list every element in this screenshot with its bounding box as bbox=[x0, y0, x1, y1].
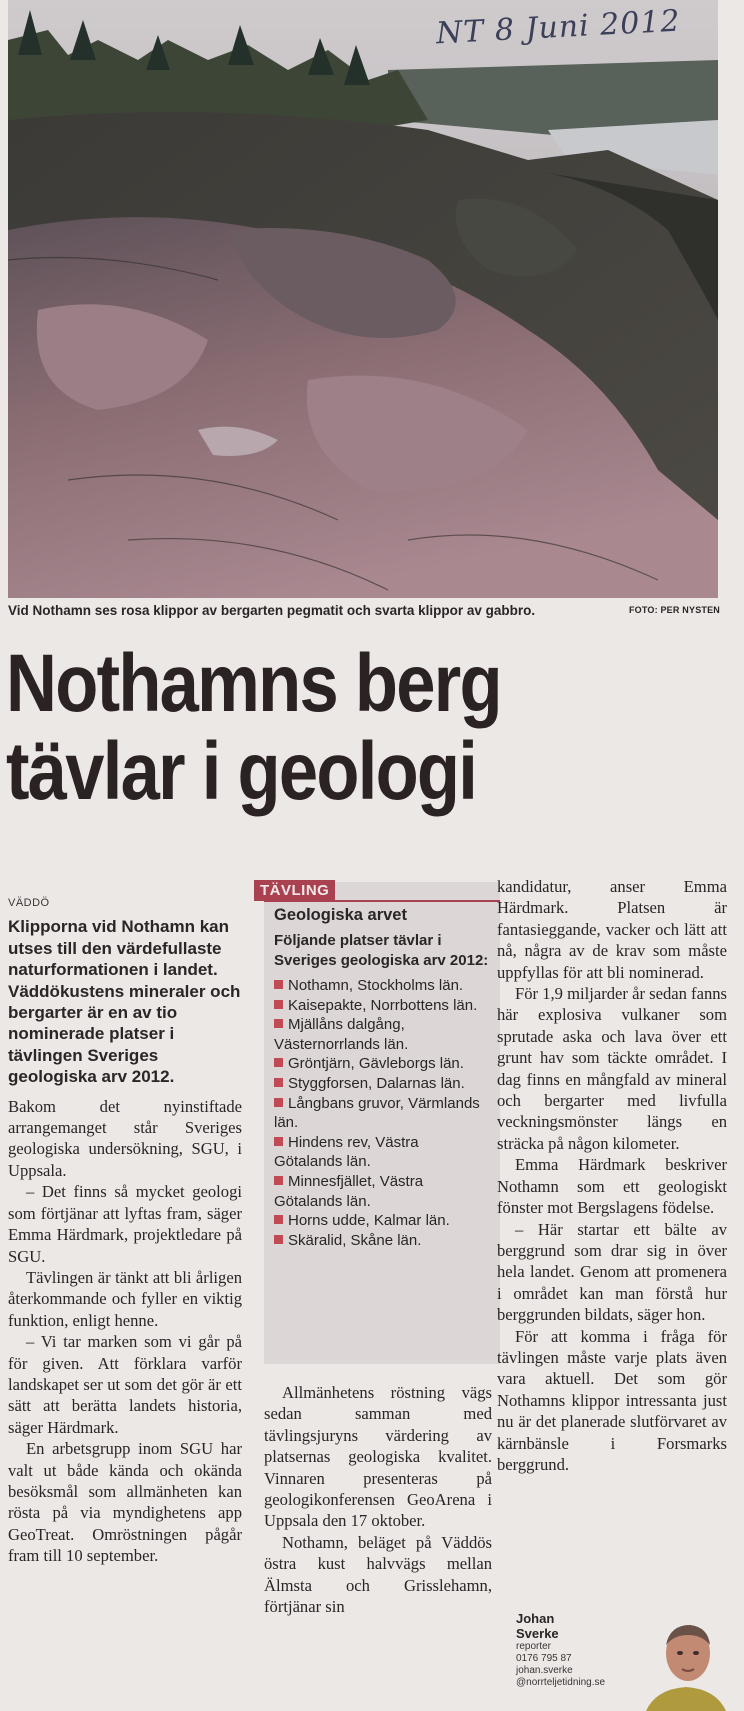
list-item: Minnesfjället, Västra Götalands län. bbox=[274, 1172, 424, 1210]
byline-first-name: Johan bbox=[516, 1611, 555, 1626]
bullet-square-icon bbox=[274, 1000, 283, 1009]
article-column-2 bbox=[264, 1382, 492, 1617]
headline bbox=[6, 640, 625, 816]
list-item: Nothamn, Stockholms län. bbox=[274, 976, 490, 996]
body-paragraph: – Det finns så mycket geologi som förtjänar att lyftas fram, säger Emma Härdmark, projektledare på SGU. bbox=[8, 1182, 242, 1266]
photo-caption bbox=[8, 603, 720, 618]
headline-line-2: tävlar i geologi bbox=[6, 726, 477, 817]
article-column-1 bbox=[8, 893, 242, 1567]
handwritten-date-note: NT 8 Juni 2012 bbox=[435, 3, 682, 52]
body-paragraph: Nothamn, beläget på Väddös östra kust halvvägs mellan Älmsta och Grisslehamn, förtjänar sin bbox=[264, 1532, 492, 1617]
body-paragraph: Emma Härdmark beskriver Nothamn som ett geologiskt fönster mot Bergslagens födelse. bbox=[497, 1155, 727, 1218]
bullet-square-icon bbox=[274, 980, 283, 989]
landscape-photo bbox=[8, 0, 718, 598]
bullet-square-icon bbox=[274, 1098, 283, 1107]
list-item: Hindens rev, Västra Götalands län. bbox=[274, 1133, 419, 1171]
bullet-square-icon bbox=[274, 1058, 283, 1067]
bullet-square-icon bbox=[274, 1137, 283, 1146]
body-paragraph: Bakom det nyinstiftade arrangemanget står Sveriges geologiska undersökning, SGU, i Uppsala. bbox=[8, 1096, 242, 1180]
body-paragraph: Tävlingen är tänkt att bli årligen återkommande och fyller en viktig funktion, enligt henne. bbox=[8, 1267, 242, 1330]
bullet-square-icon bbox=[274, 1019, 283, 1028]
byline-email-domain: @norrteljetidning.se bbox=[516, 1677, 606, 1688]
headline-line-1: Nothamns berg bbox=[6, 638, 501, 729]
body-paragraph: För att komma i fråga för tävlingen måste varje plats även vara aktuell. Det som gör Nothamns klippor intressanta just nu är det planerade slutförvaret av kärnbänsle i Forsmarks berggrund. bbox=[497, 1326, 727, 1474]
list-item: Kaisepakte, Norrbottens län. bbox=[274, 996, 490, 1016]
list-item: Mjällåns dalgång, Västernorrlands län. bbox=[274, 1016, 409, 1053]
bullet-square-icon bbox=[274, 1176, 283, 1185]
list-item: Styggforsen, Dalarnas län. bbox=[274, 1074, 490, 1094]
body-paragraph: För 1,9 miljarder år sedan fanns här explosiva vulkaner som sprutade aska och lava över ett grunt hav som täckte området. I dag finns en mångfald av mineral och bergarter med livfulla veckningsmönster längs en sträcka på någon kilometer. bbox=[497, 984, 727, 1153]
byline-role: reporter bbox=[516, 1641, 552, 1652]
fact-box-tag-bar bbox=[260, 882, 500, 902]
reporter-portrait bbox=[646, 1611, 726, 1711]
caption-text: Vid Nothamn ses rosa klippor av bergarten pegmatit och svarta klippor av gabbro. bbox=[8, 603, 536, 618]
fact-box-intro: Följande platser tävlar i Sveriges geologiska arv 2012: bbox=[274, 932, 489, 969]
list-item: Horns udde, Kalmar län. bbox=[274, 1211, 490, 1231]
bullet-square-icon bbox=[274, 1078, 283, 1087]
fact-box-title: Geologiska arvet bbox=[274, 906, 407, 924]
body-paragraph: Allmänhetens röstning vägs sedan samman med tävlingsjuryns värdering av platsernas geologiska kvalitet. Vinnaren presenteras på geologikonferensen GeoArena i Uppsala den 17 oktober. bbox=[264, 1383, 492, 1531]
body-paragraph: En arbetsgrupp inom SGU har valt ut både kända och okända besöksmål som allmänheten kan rösta på via myndighetens app GeoTreat. Omröstningen pågår fram till 10 september. bbox=[8, 1439, 242, 1566]
byline-email: johan.sverke bbox=[516, 1665, 573, 1676]
photo-credit: FOTO: PER NYSTEN bbox=[628, 605, 720, 615]
body-paragraph: – Här startar ett bälte av berggrund som drar sig in över hela landet. Genom att promenera i området kan man förstå hur berggrunden bildats, säger hon. bbox=[497, 1219, 727, 1325]
list-item: Långbans gruvor, Värmlands län. bbox=[274, 1094, 480, 1132]
bullet-square-icon bbox=[274, 1215, 283, 1224]
lead-paragraph: Klipporna vid Nothamn kan utses till den värdefullaste naturformationen i landet. Väddökustens mineraler och bergarter är en av tio nominerade platser i tävlingen Sveriges geologiska arv 2012. bbox=[8, 917, 241, 1087]
fact-box-tag: TÄVLING bbox=[254, 880, 335, 901]
fact-box bbox=[260, 882, 500, 1364]
list-item: Skäralid, Skåne län. bbox=[274, 1231, 490, 1251]
nominee-list bbox=[274, 976, 490, 1250]
byline bbox=[516, 1611, 726, 1711]
body-paragraph: kandidatur, anser Emma Härdmark. Platsen är fantasieggande, vacker och lätt att nå, några av de krav som måste uppfyllas för att bli nominerad. bbox=[497, 877, 727, 982]
byline-last-name: Sverke bbox=[516, 1626, 559, 1641]
article-column-3 bbox=[497, 876, 727, 1475]
bullet-square-icon bbox=[274, 1235, 283, 1244]
byline-phone: 0176 795 87 bbox=[516, 1653, 572, 1664]
list-item: Gröntjärn, Gävleborgs län. bbox=[274, 1054, 490, 1074]
body-paragraph: – Vi tar marken som vi går på för given. Att förklara varför landskapet ser ut som det gör är ett sätt att berätta landets historia, säger Härdmark. bbox=[8, 1332, 242, 1437]
dateline: VÄDDÖ bbox=[8, 897, 50, 909]
